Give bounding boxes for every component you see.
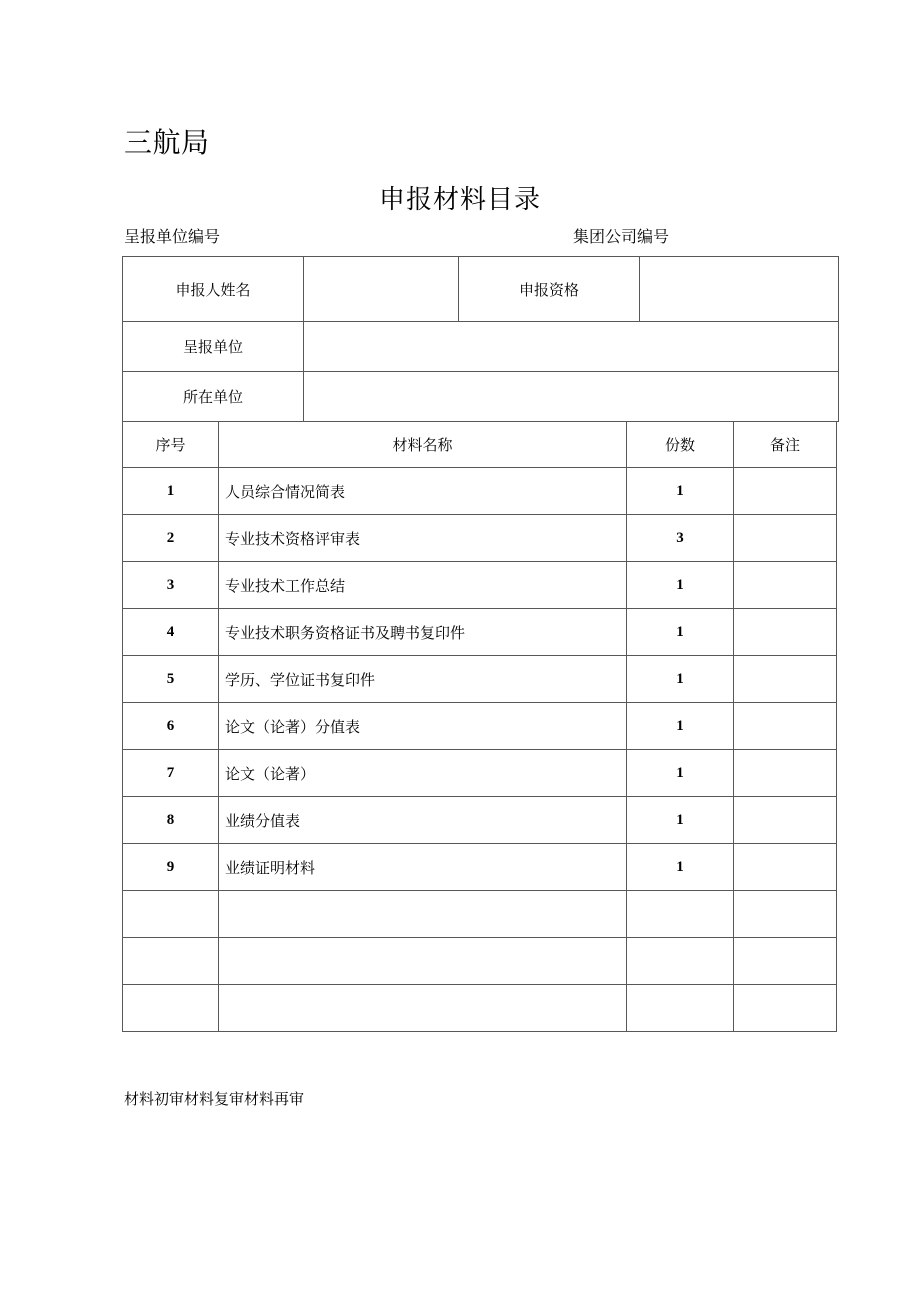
column-header-material-name: 材料名称	[219, 422, 627, 468]
materials-list-table	[122, 421, 837, 1032]
table-row	[123, 609, 837, 656]
cell-index[interactable]	[123, 985, 219, 1032]
cell-index: 5	[123, 656, 219, 703]
submitting-unit-label: 呈报单位	[123, 322, 304, 372]
table-row	[123, 656, 837, 703]
cell-note	[734, 750, 837, 797]
cell-index[interactable]	[123, 891, 219, 938]
cell-note	[734, 844, 837, 891]
cell-quantity: 1	[627, 609, 734, 656]
cell-note	[734, 656, 837, 703]
cell-material-name: 学历、学位证书复印件	[219, 656, 627, 703]
organization-name: 三航局	[124, 127, 210, 158]
cell-material-name: 业绩证明材料	[219, 844, 627, 891]
table-header-row	[123, 422, 837, 468]
qualification-value[interactable]	[640, 257, 839, 322]
cell-material-name[interactable]	[219, 985, 627, 1032]
applicant-name-label: 申报人姓名	[123, 257, 304, 322]
affiliated-unit-label: 所在单位	[123, 372, 304, 422]
table-row	[123, 468, 837, 515]
cell-material-name[interactable]	[219, 891, 627, 938]
cell-index: 1	[123, 468, 219, 515]
cell-index: 8	[123, 797, 219, 844]
cell-index: 9	[123, 844, 219, 891]
cell-note	[734, 562, 837, 609]
cell-quantity: 1	[627, 750, 734, 797]
first-review-label: 材料初审	[124, 1092, 185, 1108]
group-company-number-label: 集团公司编号	[573, 229, 670, 246]
column-header-index: 序号	[123, 422, 219, 468]
cell-quantity[interactable]	[627, 938, 734, 985]
cell-material-name: 业绩分值表	[219, 797, 627, 844]
table-row	[123, 322, 839, 372]
cell-material-name[interactable]	[219, 938, 627, 985]
cell-material-name: 论文（论著）	[219, 750, 627, 797]
qualification-label: 申报资格	[459, 257, 640, 322]
cell-quantity: 1	[627, 562, 734, 609]
cell-material-name: 专业技术资格评审表	[219, 515, 627, 562]
cell-index: 7	[123, 750, 219, 797]
cell-note	[734, 515, 837, 562]
cell-quantity: 1	[627, 468, 734, 515]
table-row	[123, 515, 837, 562]
cell-index[interactable]	[123, 938, 219, 985]
cell-quantity: 3	[627, 515, 734, 562]
table-row	[123, 844, 837, 891]
cell-index: 3	[123, 562, 219, 609]
column-header-note: 备注	[734, 422, 837, 468]
submitting-unit-number-label: 呈报单位编号	[124, 229, 221, 246]
cell-material-name: 专业技术工作总结	[219, 562, 627, 609]
affiliated-unit-value[interactable]	[304, 372, 839, 422]
table-row	[123, 750, 837, 797]
table-row	[123, 372, 839, 422]
cell-note	[734, 703, 837, 750]
table-row	[123, 891, 837, 938]
cell-index: 4	[123, 609, 219, 656]
table-row	[123, 938, 837, 985]
table-row	[123, 703, 837, 750]
cell-note[interactable]	[734, 938, 837, 985]
cell-material-name: 人员综合情况简表	[219, 468, 627, 515]
cell-quantity: 1	[627, 797, 734, 844]
cell-note[interactable]	[734, 891, 837, 938]
form-number-row	[122, 226, 786, 250]
cell-quantity[interactable]	[627, 985, 734, 1032]
cell-quantity: 1	[627, 703, 734, 750]
cell-material-name: 专业技术职务资格证书及聘书复印件	[219, 609, 627, 656]
cell-index: 2	[123, 515, 219, 562]
second-review-label: 材料复审	[184, 1092, 245, 1108]
applicant-info-table	[122, 256, 839, 422]
cell-note	[734, 609, 837, 656]
cell-note[interactable]	[734, 985, 837, 1032]
table-row	[123, 985, 837, 1032]
cell-index: 6	[123, 703, 219, 750]
cell-note	[734, 797, 837, 844]
cell-note	[734, 468, 837, 515]
applicant-name-value[interactable]	[304, 257, 459, 322]
table-row	[123, 562, 837, 609]
table-row	[123, 797, 837, 844]
cell-quantity: 1	[627, 656, 734, 703]
third-review-label: 材料再审	[244, 1092, 305, 1108]
cell-quantity[interactable]	[627, 891, 734, 938]
page-title: 申报材料目录	[378, 184, 541, 214]
cell-quantity: 1	[627, 844, 734, 891]
cell-material-name: 论文（论著）分值表	[219, 703, 627, 750]
column-header-quantity: 份数	[627, 422, 734, 468]
review-stage-labels	[124, 1089, 304, 1111]
submitting-unit-value[interactable]	[304, 322, 839, 372]
table-row	[123, 257, 839, 322]
